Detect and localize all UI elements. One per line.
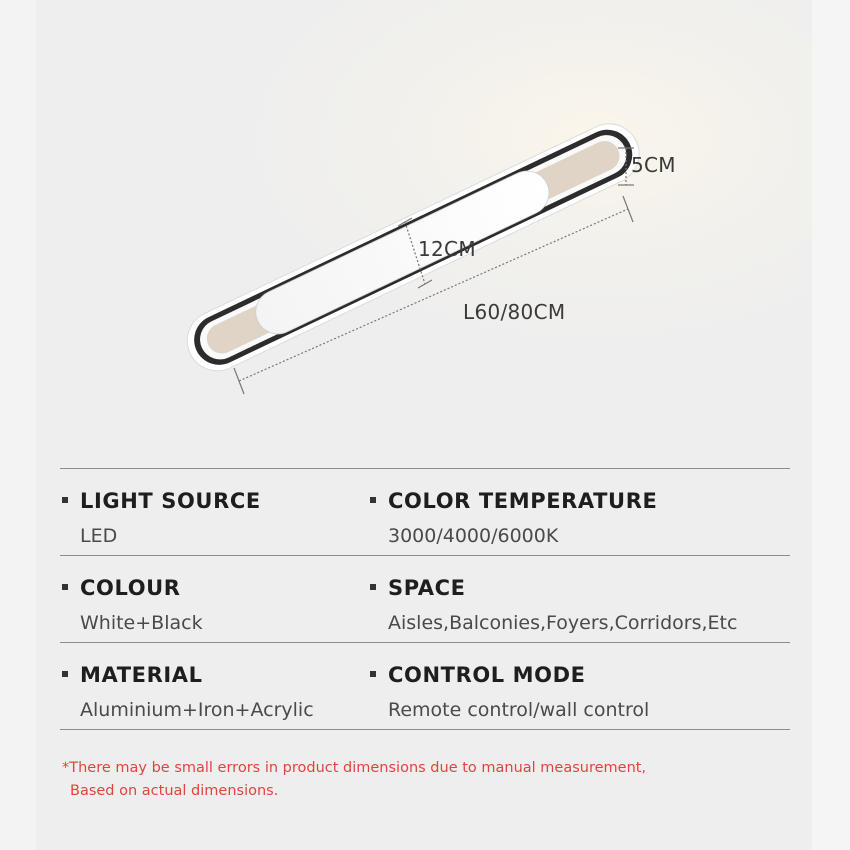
disclaimer-line-1: *There may be small errors in product dimensions due to manual measurement, — [62, 760, 647, 776]
bullet-icon — [370, 671, 376, 677]
spec-value: Remote control/wall control — [388, 699, 650, 721]
spec-space — [368, 556, 798, 642]
bullet-icon — [62, 584, 68, 590]
spec-value: Aisles,Balconies,Foyers,Corridors,Etc — [388, 612, 738, 634]
bullet-icon — [370, 497, 376, 503]
spec-value: 3000/4000/6000K — [388, 525, 559, 547]
spec-label: LIGHT SOURCE — [80, 489, 261, 513]
height-label: 5CM — [631, 153, 676, 177]
bullet-icon — [370, 584, 376, 590]
spec-color-temperature — [368, 469, 798, 555]
spec-row-2 — [60, 555, 790, 642]
specifications-table — [60, 468, 790, 730]
measurement-disclaimer — [62, 757, 802, 803]
spec-light-source — [60, 469, 360, 555]
spec-label: MATERIAL — [80, 663, 203, 687]
length-label: L60/80CM — [463, 300, 566, 324]
spec-value: White+Black — [80, 612, 203, 634]
spec-row-3 — [60, 642, 790, 730]
spec-label: CONTROL MODE — [388, 663, 586, 687]
width-label: 12CM — [418, 237, 476, 261]
bullet-icon — [62, 671, 68, 677]
spec-material — [60, 643, 360, 729]
spec-label: COLOUR — [80, 576, 181, 600]
spec-label: COLOR TEMPERATURE — [388, 489, 658, 513]
spec-label: SPACE — [388, 576, 466, 600]
disclaimer-line-2: Based on actual dimensions. — [70, 783, 279, 799]
spec-colour — [60, 556, 360, 642]
spec-value: Aluminium+Iron+Acrylic — [80, 699, 314, 721]
spec-row-1 — [60, 468, 790, 555]
spec-control-mode — [368, 643, 798, 729]
bullet-icon — [62, 497, 68, 503]
spec-value: LED — [80, 525, 118, 547]
